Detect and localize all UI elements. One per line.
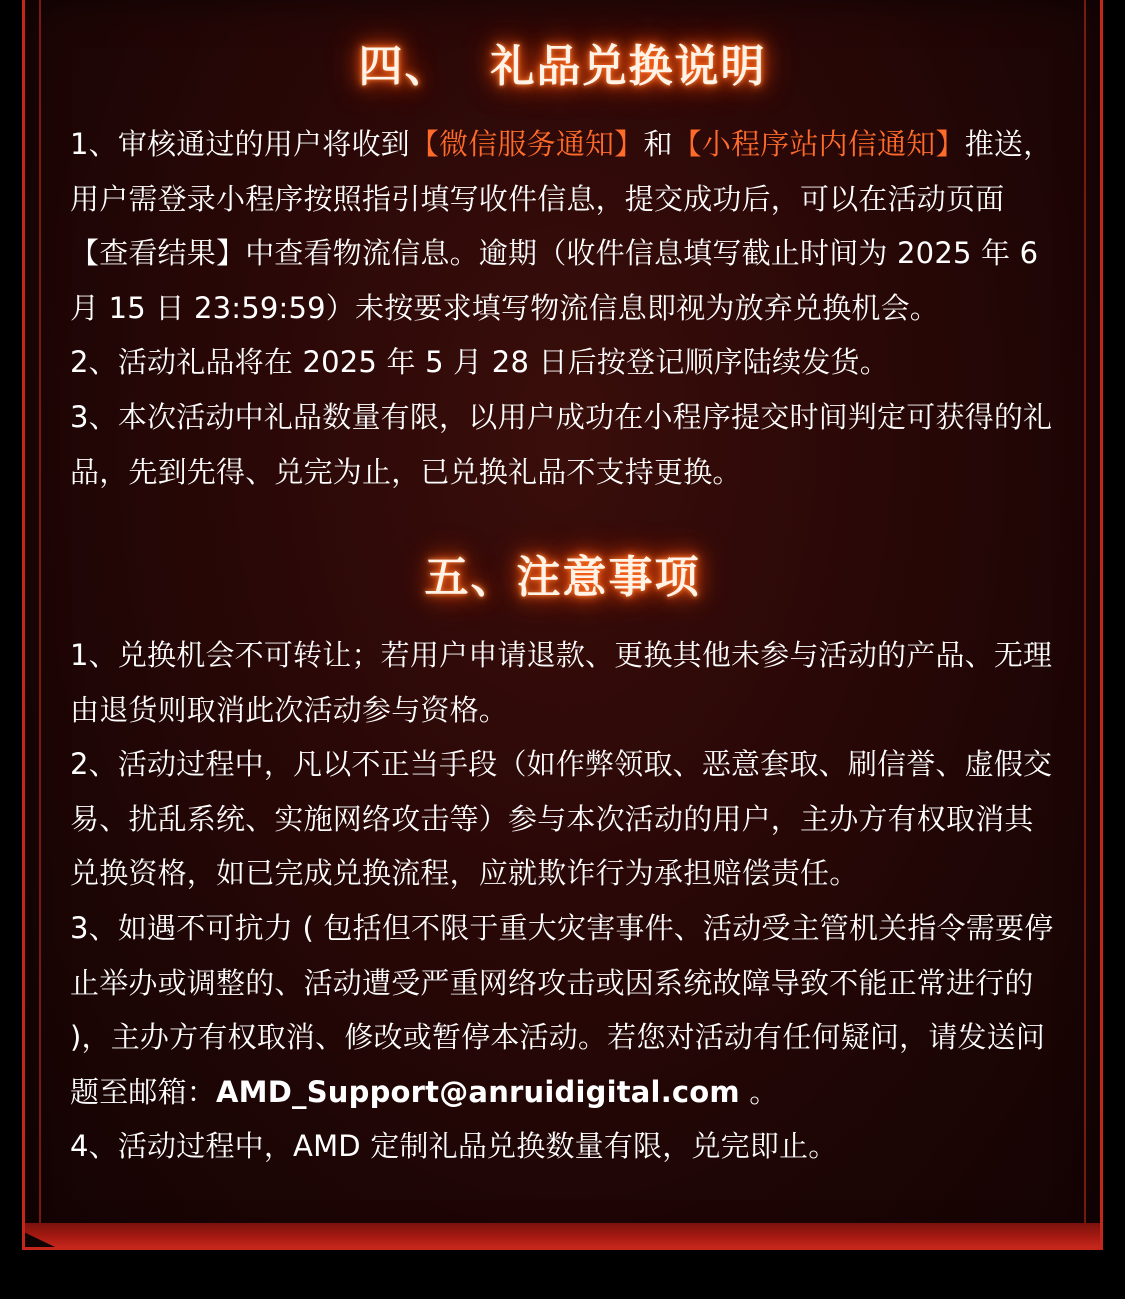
miniprogram-notice-highlight: 【小程序站内信通知】 (672, 127, 965, 161)
bottom-frame-bar (25, 1223, 1100, 1247)
rule-item: 2、活动礼品将在 2025 年 5 月 28 日后按登记顺序陆续发货。 (70, 345, 889, 380)
rule-item: 2、活动过程中，凡以不正当手段（如作弊领取、恶意套取、刷信誉、虚假交易、扰乱系统、实施网络攻击等）参与本次活动的用户，主办方有权取消其兑换资格，如已完成兑换流程，应就欺诈行为承担赔偿责任。 (70, 747, 1053, 891)
rule-text: 和 (643, 127, 673, 161)
rule-item: 4、活动过程中，AMD 定制礼品兑换数量有限，兑完即止。 (70, 1129, 838, 1164)
rule-text: 3、如遇不可抗力 ( 包括但不限于重大灾害事件、活动受主管机关指令需要停止举办或调整的、活动遭受严重网络攻击或因系统故障导致不能正常进行的 )，主办方有权取消、修改或暂停本活动。若您对活动有任何疑问，请发送问题至邮箱： (70, 910, 1054, 1109)
support-email: AMD_Support@anruidigital.com (216, 1074, 740, 1109)
section-title-gift-redemption (0, 30, 1125, 94)
rule-item: 1、兑换机会不可转让；若用户申请退款、更换其他未参与活动的产品、无理由退货则取消此次活动参与资格。 (70, 638, 1053, 727)
rule-item: 3、本次活动中礼品数量有限，以用户成功在小程序提交时间判定可获得的礼品，先到先得、兑完为止，已兑换礼品不支持更换。 (70, 399, 1053, 489)
notes-content (70, 628, 1060, 1174)
section-number: 四、 (358, 41, 451, 92)
rule-item (70, 117, 1060, 335)
section-title-text: 礼品兑换说明 (490, 41, 767, 92)
wechat-notice-highlight: 【微信服务通知】 (409, 127, 644, 161)
gift-redemption-content (70, 117, 1060, 499)
section-title-notes: 五、注意事项 (424, 552, 701, 603)
rule-item (70, 901, 1060, 1119)
rule-text: 1、审核通过的用户将收到 (70, 127, 410, 161)
rule-text: 。 (739, 1074, 779, 1109)
rule-text: 推送，用户需登录小程序按照指引填写收件信息，提交成功后，可以在活动页面【查看结果】中查看物流信息。逾期（收件信息填写截止时间为 2025 年 6 月 15 日 23:59:59）未按要求填写物流信息即视为放弃兑换机会。 (70, 127, 1053, 325)
